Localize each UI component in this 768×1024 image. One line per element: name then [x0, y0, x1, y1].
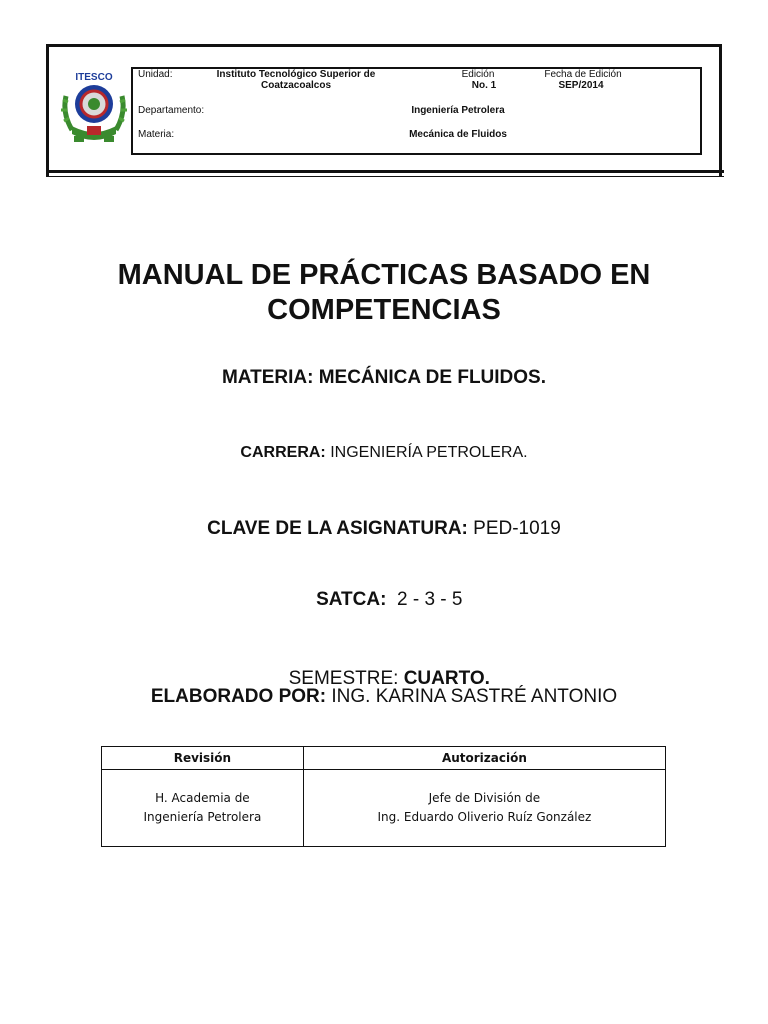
header-rule: [46, 170, 724, 173]
satca-line: [0, 567, 768, 611]
clave-line: [0, 518, 768, 540]
clave-value: PED-1019: [467, 518, 561, 539]
title-line1: MANUAL DE PRÁCTICAS BASADO EN: [117, 259, 651, 291]
header-rule-thin: [46, 176, 724, 177]
logo-text: ITESCO: [75, 72, 113, 83]
semestre-value: CUARTO.: [403, 668, 490, 689]
fecha-label: Fecha de Edición: [544, 69, 622, 80]
unidad-value-line1: Instituto Tecnológico Superior de: [216, 69, 376, 80]
autorizacion-header: Autorización: [303, 747, 665, 770]
materia-heading: MATERIA: MECÁNICA DE FLUIDOS.: [221, 367, 547, 388]
edicion-label: Edición: [461, 69, 495, 80]
unidad-label: Unidad:: [138, 69, 173, 80]
satca-value: 2 - 3 - 5: [386, 589, 463, 610]
materia-value: Mecánica de Fluidos: [409, 129, 507, 140]
revision-cell: [102, 770, 304, 847]
autorizacion-line1: Jefe de División de: [428, 791, 541, 805]
unidad-value: [206, 69, 386, 91]
revision-line2: Ingeniería Petrolera: [143, 810, 262, 824]
elaborado-value: ING. KARINA SASTRÉ ANTONIO: [326, 686, 618, 707]
semestre-line: [0, 646, 768, 690]
materia-label: Materia:: [138, 129, 175, 140]
fecha-value: SEP/2014: [558, 80, 604, 91]
clave-label: CLAVE DE LA ASIGNATURA:: [207, 518, 468, 539]
table-row: [102, 770, 666, 847]
autorizacion-line2: Ing. Eduardo Oliverio Ruíz González: [377, 810, 592, 824]
table-header-row: [102, 747, 666, 770]
semestre-label: SEMESTRE:: [288, 668, 404, 689]
approval-table: [101, 746, 666, 847]
page-title: [0, 258, 768, 328]
satca-label: SATCA:: [316, 589, 387, 610]
autorizacion-cell: [303, 770, 665, 847]
revision-line1: H. Academia de: [155, 791, 250, 805]
carrera-line: [0, 444, 768, 462]
carrera-label: CARRERA:: [240, 444, 326, 461]
departamento-label: Departamento:: [138, 105, 205, 116]
unidad-value-line2: Coatzacoalcos: [260, 80, 332, 91]
title-line2: COMPETENCIAS: [267, 294, 501, 326]
departamento-value: Ingeniería Petrolera: [411, 105, 505, 116]
revision-header: Revisión: [102, 747, 304, 770]
carrera-value: INGENIERÍA PETROLERA.: [325, 444, 528, 461]
edicion-value: No. 1: [471, 80, 497, 91]
itesco-logo: [58, 68, 130, 148]
elaborado-label: ELABORADO POR:: [150, 686, 327, 707]
elaborado-line: [0, 686, 768, 708]
